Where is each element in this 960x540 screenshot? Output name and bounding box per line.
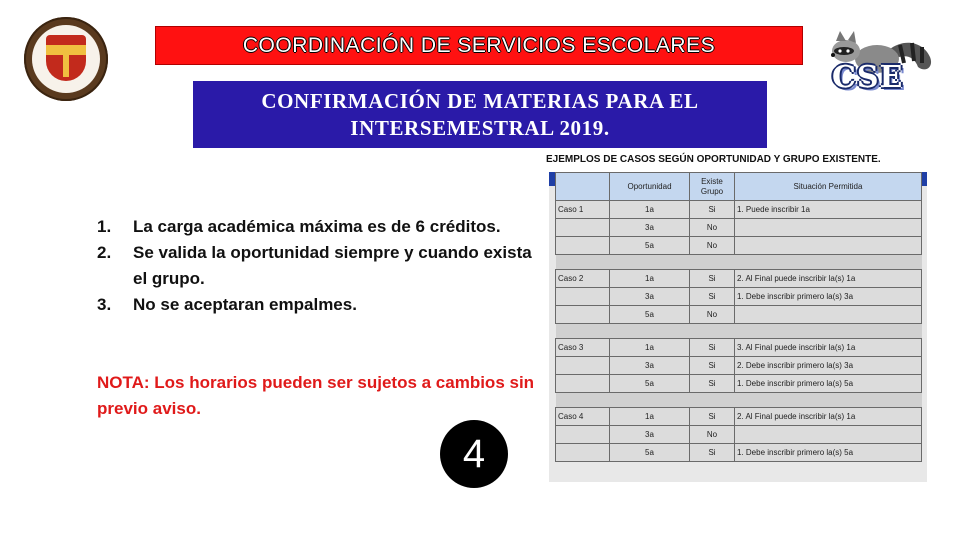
banner-text: COORDINACIÓN DE SERVICIOS ESCOLARES xyxy=(242,33,716,57)
header-cell xyxy=(556,173,610,201)
table-row: 3a No xyxy=(556,426,922,444)
table-row: 5a No xyxy=(556,237,922,255)
table-row: Caso 1 1a Si 1. Puede inscribir 1a xyxy=(556,201,922,219)
table-row: 5a Si 1. Debe inscribir primero la(s) 5a xyxy=(556,375,922,393)
rule-item: 3. No se aceptaran empalmes. xyxy=(97,295,357,314)
header-cell: Situación Permitida xyxy=(735,173,922,201)
table-row: 5a No xyxy=(556,306,922,324)
coordination-banner xyxy=(155,26,803,65)
rules-list xyxy=(97,214,537,318)
table-row: Caso 4 1a Si 2. Al Final puede inscribir la(s) 1a xyxy=(556,408,922,426)
table-row: 3a Si 2. Debe inscribir primero la(s) 3a xyxy=(556,357,922,375)
page-number-badge: 4 xyxy=(440,420,508,488)
table-row: Caso 2 1a Si 2. Al Final puede inscribir la(s) 1a xyxy=(556,270,922,288)
table-row: 3a No xyxy=(556,219,922,237)
table-row: 5a Si 1. Debe inscribir primero la(s) 5a xyxy=(556,444,922,462)
header-cell: Oportunidad xyxy=(610,173,690,201)
table-row: Caso 3 1a Si 3. Al Final puede inscribir la(s) 1a xyxy=(556,339,922,357)
examples-table-image xyxy=(549,172,927,482)
title-line-1: CONFIRMACIÓN DE MATERIAS PARA EL xyxy=(261,88,699,113)
note-text: NOTA: Los horarios pueden ser sujetos a cambios sin previo aviso. xyxy=(97,373,535,418)
rule-item: 2. Se valida la oportunidad siempre y cuando exista el grupo. xyxy=(97,243,532,288)
page-title xyxy=(193,81,767,148)
title-line-2: INTERSEMESTRAL 2019. xyxy=(350,115,610,140)
cse-logo-text: CSE xyxy=(832,60,904,95)
examples-caption: EJEMPLOS DE CASOS SEGÚN OPORTUNIDAD Y GRUPO EXISTENTE. xyxy=(546,154,881,165)
examples-table xyxy=(555,172,922,462)
rule-item: 1. La carga académica máxima es de 6 créditos. xyxy=(97,217,501,236)
seal-shield xyxy=(46,35,86,81)
table-header-row xyxy=(556,173,922,201)
university-seal-logo xyxy=(24,17,108,101)
header-cell: Existe Grupo xyxy=(690,173,735,201)
table-row: 3a Si 1. Debe inscribir primero la(s) 3a xyxy=(556,288,922,306)
